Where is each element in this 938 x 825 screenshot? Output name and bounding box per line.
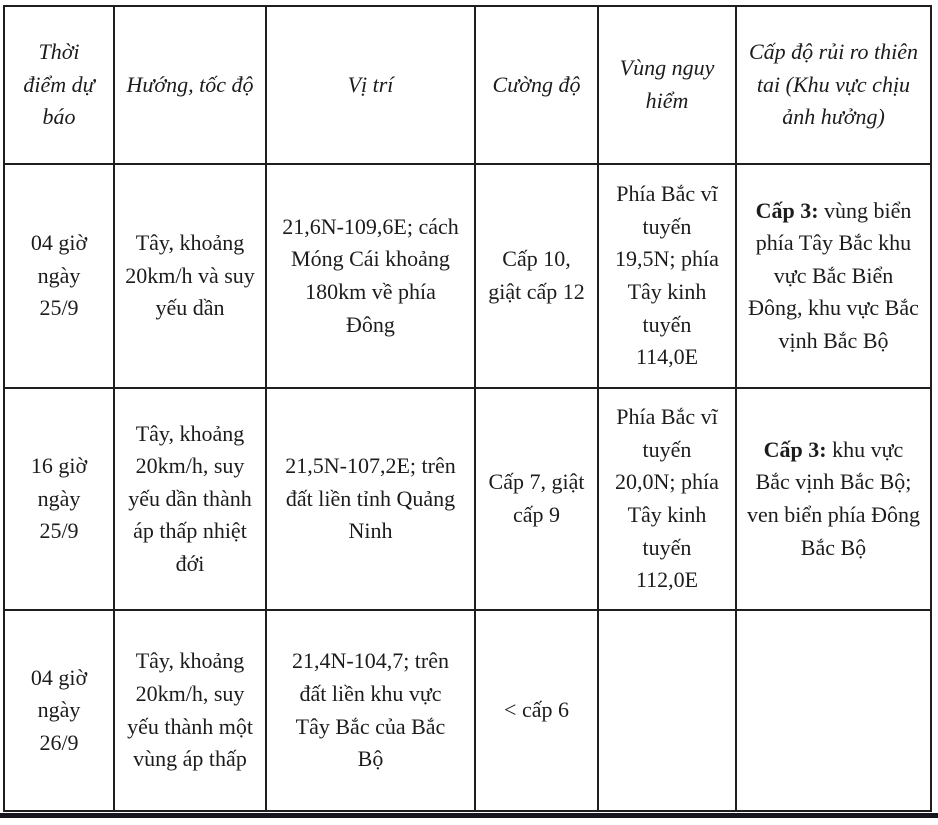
header-danger-zone: Vùng nguy hiểm [598, 6, 736, 164]
cell-forecast-time: 04 giờ ngày 26/9 [4, 610, 114, 811]
cell-forecast-time: 16 giờ ngày 25/9 [4, 388, 114, 610]
table-row [4, 164, 931, 388]
cell-danger-zone: Phía Bắc vĩ tuyến 19,5N; phía Tây kinh tuyến 114,0E [598, 164, 736, 388]
cell-intensity: Cấp 7, giật cấp 9 [475, 388, 598, 610]
header-forecast-time: Thời điểm dự báo [4, 6, 114, 164]
table-row [4, 610, 931, 811]
cell-direction-speed: Tây, khoảng 20km/h, suy yếu thành một vùng áp thấp [114, 610, 266, 811]
cell-direction-speed: Tây, khoảng 20km/h và suy yếu dần [114, 164, 266, 388]
cell-risk-level [736, 388, 931, 610]
table-row [4, 388, 931, 610]
header-position: Vị trí [266, 6, 475, 164]
cell-intensity: < cấp 6 [475, 610, 598, 811]
cell-position: 21,5N-107,2E; trên đất liền tỉnh Quảng Ninh [266, 388, 475, 610]
cell-danger-zone: Phía Bắc vĩ tuyến 20,0N; phía Tây kinh tuyến 112,0E [598, 388, 736, 610]
cell-danger-zone [598, 610, 736, 811]
bottom-divider [0, 813, 938, 818]
storm-forecast-table [3, 5, 932, 812]
cell-position: 21,6N-109,6E; cách Móng Cái khoảng 180km về phía Đông [266, 164, 475, 388]
header-intensity: Cường độ [475, 6, 598, 164]
risk-level-text: khu vực Bắc vịnh Bắc Bộ; ven biển phía Đông Bắc Bộ [747, 436, 920, 560]
cell-direction-speed: Tây, khoảng 20km/h, suy yếu dần thành áp thấp nhiệt đới [114, 388, 266, 610]
cell-forecast-time: 04 giờ ngày 25/9 [4, 164, 114, 388]
table-header-row [4, 6, 931, 164]
risk-level-label: Cấp 3: [763, 436, 827, 462]
header-risk-level: Cấp độ rủi ro thiên tai (Khu vực chịu ảnh hưởng) [736, 6, 931, 164]
cell-risk-level [736, 610, 931, 811]
cell-position: 21,4N-104,7; trên đất liền khu vực Tây Bắc của Bắc Bộ [266, 610, 475, 811]
risk-level-label: Cấp 3: [755, 197, 819, 223]
cell-intensity: Cấp 10, giật cấp 12 [475, 164, 598, 388]
header-direction-speed: Hướng, tốc độ [114, 6, 266, 164]
risk-level-text: vùng biển phía Tây Bắc khu vực Bắc Biển Đông, khu vực Bắc vịnh Bắc Bộ [748, 197, 919, 353]
cell-risk-level [736, 164, 931, 388]
